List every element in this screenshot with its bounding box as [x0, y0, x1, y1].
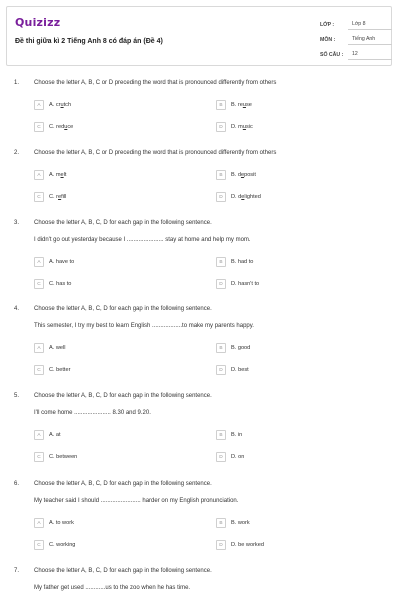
- answer-option-a[interactable]: [34, 257, 74, 267]
- option-text: [231, 454, 244, 460]
- option-text-start: B. work: [231, 520, 250, 526]
- answer-option-b[interactable]: [216, 430, 242, 440]
- option-text: [49, 124, 73, 130]
- answer-option-d[interactable]: [216, 192, 261, 202]
- question-prompt: Choose the letter A, B, C, D for each gap in the following sentence.: [34, 306, 212, 312]
- option-text-start: C. r: [49, 194, 59, 200]
- option-text-start: C. working: [49, 542, 76, 548]
- option-text: [49, 432, 61, 438]
- question-sentence: I'll come home ...................... 8.30 and 9.20.: [34, 410, 151, 416]
- option-text-end: ce: [67, 124, 74, 130]
- question-sentence: This semester, I try my best to learn English ..................to make my parents happy.: [34, 323, 254, 329]
- option-letter-box[interactable]: C: [34, 540, 44, 550]
- answer-option-d[interactable]: [216, 122, 253, 132]
- question-prompt: Choose the letter A, B, C, D for each gap in the following sentence.: [34, 568, 212, 574]
- option-text-start: D. on: [231, 454, 245, 460]
- question-sentence: My father get used ............us to the zoo when he has time.: [34, 585, 191, 591]
- meta-value: Tiếng Anh: [348, 34, 392, 45]
- option-text-start: B. re: [231, 102, 243, 108]
- question-number: 2.: [14, 150, 20, 156]
- option-text: [49, 259, 74, 265]
- option-text-start: B. had to: [231, 259, 254, 265]
- option-text-start: B. good: [231, 345, 251, 351]
- option-text: [231, 367, 249, 373]
- worksheet-title: Đề thi giữa kì 2 Tiếng Anh 8 có đáp án (Đề 4): [15, 38, 163, 45]
- option-text-start: A. well: [49, 345, 66, 351]
- option-letter-box[interactable]: D: [216, 365, 226, 375]
- question-number: 6.: [14, 481, 20, 487]
- option-text-start: D. m: [231, 124, 243, 130]
- answer-option-c[interactable]: [34, 192, 66, 202]
- option-text: [49, 345, 65, 351]
- option-text-start: A. cr: [49, 102, 61, 108]
- option-text: [231, 542, 264, 548]
- option-letter-box[interactable]: A: [34, 100, 44, 110]
- option-text-start: B. d: [231, 172, 241, 178]
- option-text: [231, 259, 253, 265]
- option-text: [231, 520, 250, 526]
- option-letter-box[interactable]: D: [216, 192, 226, 202]
- question-number: 3.: [14, 220, 20, 226]
- option-letter-box[interactable]: C: [34, 122, 44, 132]
- worksheet-header: [6, 6, 392, 66]
- question-prompt: Choose the letter A, B, C or D preceding the word that is pronounced differently from others: [34, 80, 277, 86]
- answer-option-a[interactable]: [34, 343, 65, 353]
- answer-option-c[interactable]: [34, 452, 77, 462]
- option-letter-box[interactable]: A: [34, 257, 44, 267]
- option-text-start: C. has to: [49, 281, 72, 287]
- option-text: [49, 542, 75, 548]
- option-text: [49, 367, 70, 373]
- option-text-start: D. be worked: [231, 542, 264, 548]
- option-text: [231, 281, 259, 287]
- option-letter-box[interactable]: C: [34, 365, 44, 375]
- meta-value: Lớp 8: [348, 19, 392, 30]
- question-prompt: Choose the letter A, B, C, D for each gap in the following sentence.: [34, 393, 212, 399]
- option-letter-box[interactable]: D: [216, 540, 226, 550]
- option-text: [231, 432, 242, 438]
- question-sentence: My teacher said I should ........................ harder on my English pronunciation.: [34, 498, 239, 504]
- answer-option-b[interactable]: [216, 100, 252, 110]
- option-text: [49, 520, 74, 526]
- answer-option-c[interactable]: [34, 365, 70, 375]
- answer-option-a[interactable]: [34, 170, 66, 180]
- question-prompt: Choose the letter A, B, C, D for each gap in the following sentence.: [34, 481, 212, 487]
- option-letter-box[interactable]: D: [216, 122, 226, 132]
- option-text-start: B. in: [231, 432, 243, 438]
- quizizz-logo[interactable]: Quizizz: [15, 16, 61, 29]
- option-letter-box[interactable]: C: [34, 279, 44, 289]
- option-letter-box[interactable]: A: [34, 430, 44, 440]
- answer-option-c[interactable]: [34, 279, 71, 289]
- option-letter-box[interactable]: C: [34, 192, 44, 202]
- option-letter-box[interactable]: C: [34, 452, 44, 462]
- option-text-start: A. have to: [49, 259, 75, 265]
- meta-key: LỚP :: [320, 21, 335, 28]
- question-sentence: I didn't go out yesterday because I ...................... stay at home and help my mom.: [34, 237, 251, 243]
- option-text: [49, 194, 66, 200]
- meta-key: SỐ CÂU :: [320, 51, 344, 58]
- answer-option-d[interactable]: [216, 452, 244, 462]
- option-text-start: D. d: [231, 194, 242, 200]
- option-letter-box[interactable]: B: [216, 257, 226, 267]
- answer-option-a[interactable]: [34, 518, 74, 528]
- option-text: [49, 281, 71, 287]
- question-number: 4.: [14, 306, 20, 312]
- option-text: [49, 454, 77, 460]
- answer-option-d[interactable]: [216, 365, 249, 375]
- option-letter-box[interactable]: B: [216, 100, 226, 110]
- option-text-start: C. red: [49, 124, 65, 130]
- option-letter-box[interactable]: A: [34, 343, 44, 353]
- option-text-start: C. between: [49, 454, 78, 460]
- option-text-start: D. best: [231, 367, 249, 373]
- option-letter-box[interactable]: B: [216, 518, 226, 528]
- answer-option-d[interactable]: [216, 279, 259, 289]
- option-text-end: tch: [63, 102, 72, 108]
- meta-row-class: [320, 17, 392, 32]
- underlined-sound: e: [241, 194, 245, 200]
- option-text-start: D. hasn't to: [231, 281, 260, 287]
- question-prompt: Choose the letter A, B, C, D for each gap in the following sentence.: [34, 220, 212, 226]
- option-text-start: C. better: [49, 367, 71, 373]
- underlined-sound: e: [240, 172, 245, 178]
- question-prompt: Choose the letter A, B, C or D preceding the word that is pronounced differently from others: [34, 150, 277, 156]
- option-letter-box[interactable]: B: [216, 343, 226, 353]
- option-text-end: se: [245, 102, 252, 108]
- option-text-end: posit: [244, 172, 256, 178]
- underlined-sound: e: [58, 194, 62, 200]
- option-text-end: sic: [245, 124, 253, 130]
- option-letter-box[interactable]: A: [34, 170, 44, 180]
- underlined-sound: u: [60, 102, 64, 108]
- meta-row-count: [320, 47, 392, 62]
- option-text-start: A. at: [49, 432, 61, 438]
- question-number: 1.: [14, 80, 20, 86]
- answer-option-b[interactable]: [216, 170, 256, 180]
- option-text: [231, 172, 256, 178]
- option-letter-box[interactable]: B: [216, 430, 226, 440]
- answer-option-c[interactable]: [34, 122, 73, 132]
- option-text: [231, 124, 253, 130]
- answer-option-b[interactable]: [216, 518, 250, 528]
- answer-option-d[interactable]: [216, 540, 264, 550]
- answer-option-b[interactable]: [216, 257, 253, 267]
- option-letter-box[interactable]: B: [216, 170, 226, 180]
- option-letter-box[interactable]: A: [34, 518, 44, 528]
- option-text-end: lt: [63, 172, 67, 178]
- underlined-sound: u: [242, 102, 246, 108]
- underlined-sound: u: [64, 124, 68, 130]
- question-number: 7.: [14, 568, 20, 574]
- option-text: [231, 102, 252, 108]
- worksheet-meta: [320, 17, 392, 62]
- option-text-start: A. to work: [49, 520, 74, 526]
- option-text: [231, 345, 250, 351]
- option-text-end: lighted: [244, 194, 261, 200]
- meta-row-subject: [320, 32, 392, 47]
- answer-option-c[interactable]: [34, 540, 75, 550]
- answer-option-a[interactable]: [34, 100, 71, 110]
- answer-option-a[interactable]: [34, 430, 61, 440]
- question-number: 5.: [14, 393, 20, 399]
- option-text: [49, 172, 66, 178]
- option-text: [231, 194, 261, 200]
- option-letter-box[interactable]: D: [216, 279, 226, 289]
- answer-option-b[interactable]: [216, 343, 250, 353]
- underlined-sound: e: [60, 172, 64, 178]
- underlined-sound: u: [242, 124, 246, 130]
- meta-key: MÔN :: [320, 36, 336, 43]
- option-text: [49, 102, 71, 108]
- option-letter-box[interactable]: D: [216, 452, 226, 462]
- meta-value: 12: [348, 49, 392, 60]
- option-text-end: fill: [61, 194, 67, 200]
- option-text-start: A. m: [49, 172, 61, 178]
